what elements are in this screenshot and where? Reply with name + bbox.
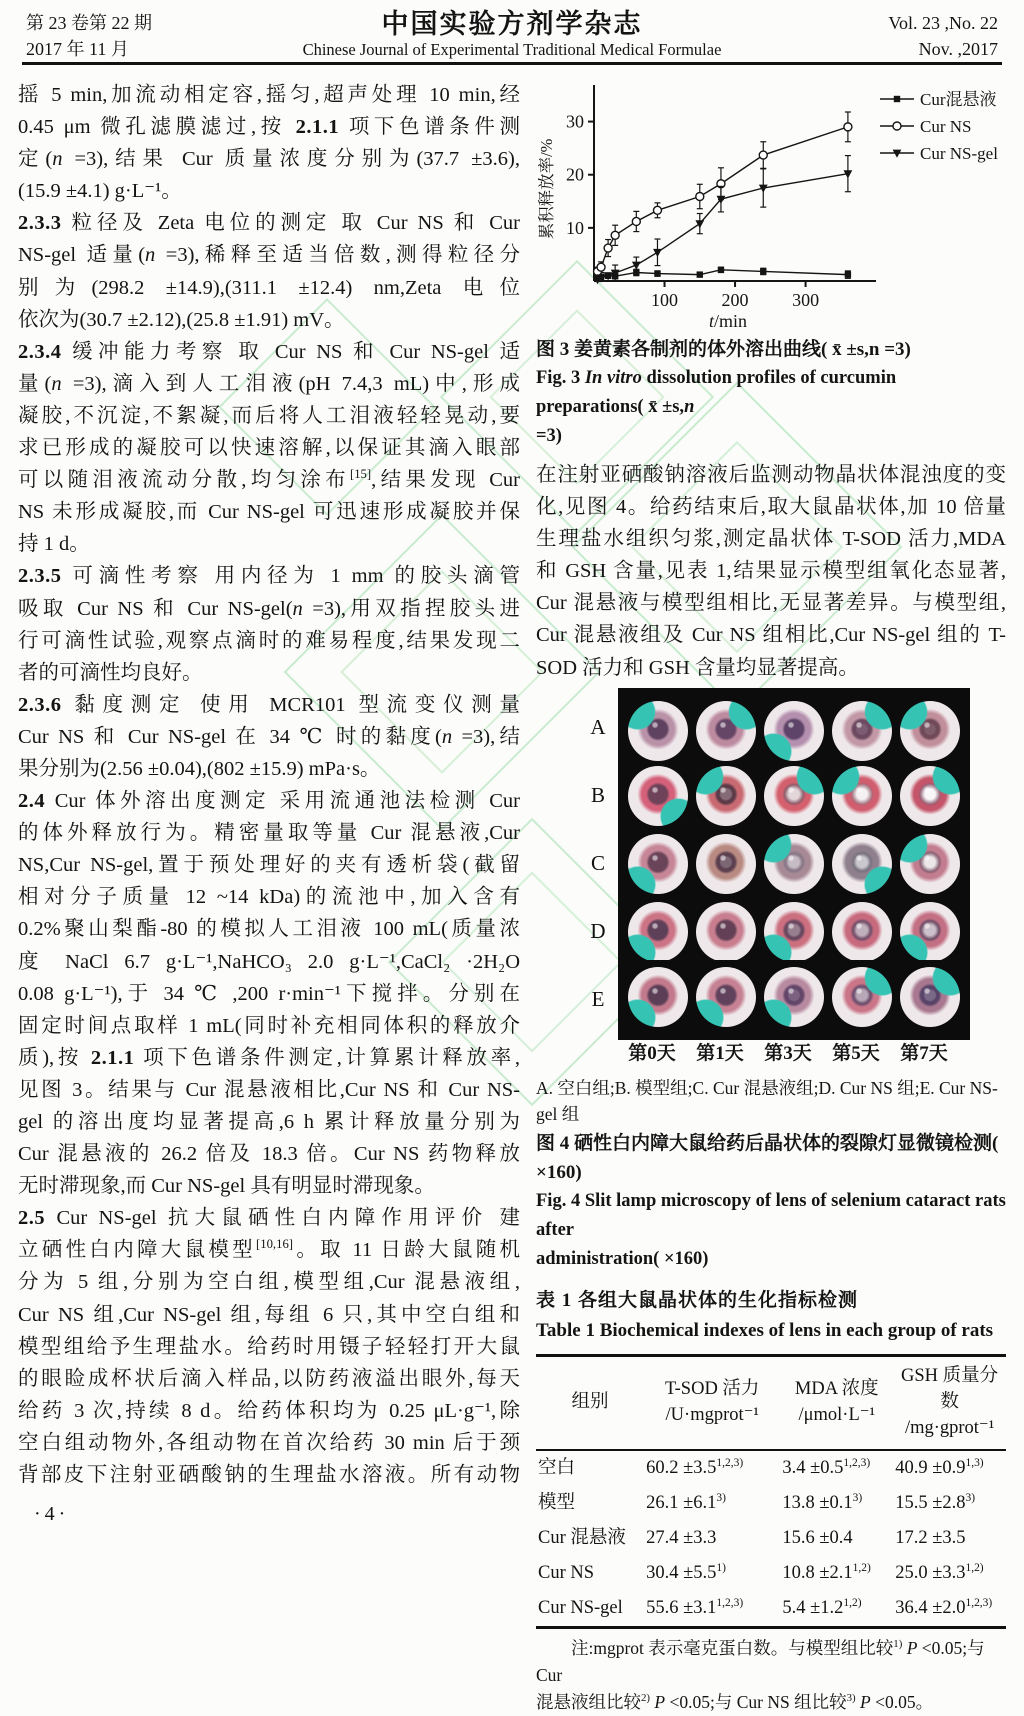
rat-eye-photo xyxy=(900,902,960,962)
x-tick-label: 300 xyxy=(792,290,820,310)
fig4-row-strip xyxy=(618,688,970,768)
data-point xyxy=(632,217,640,225)
text-line: Cur 混悬液组及 Cur NS 组相比,Cur NS-gel 组的 T- xyxy=(536,624,1006,647)
text-line: 生理盐水组织匀浆,测定晶状体 T-SOD 活力,MDA xyxy=(536,528,1006,551)
eye-photo-cell xyxy=(760,898,828,966)
day-label: 第5天 xyxy=(832,1042,880,1064)
gsh-value: 17.2 ±3.5 xyxy=(895,1527,966,1548)
day-label: 第3天 xyxy=(764,1042,812,1064)
text-line: 持 1 d。 xyxy=(18,533,90,556)
text-line: 0.08 g·L⁻¹),于 34 ℃ ,200 r·min⁻¹下搅拌。分别在 xyxy=(18,982,520,1005)
table1-title-en: Table 1 Biochemical indexes of lens in each group of rats xyxy=(536,1319,994,1341)
biochemical-table xyxy=(536,1354,1006,1629)
text-line: gel 的溶出度均显著提高,6 h 累计释放量分别为 xyxy=(18,1111,520,1133)
eye-photo-cell xyxy=(692,697,760,765)
eye-photo-cell xyxy=(624,830,692,898)
fig4-row xyxy=(578,966,1006,1034)
rat-eye-photo xyxy=(628,766,688,826)
rat-eye-photo xyxy=(696,902,756,962)
data-point xyxy=(611,231,619,239)
data-point xyxy=(653,249,662,257)
table1-title xyxy=(536,1286,1006,1346)
column-header: GSH 质量分数 /mg·gprot⁻¹ xyxy=(893,1355,1006,1450)
group-name: 模型 xyxy=(538,1492,576,1513)
x-axis-label: t/min xyxy=(708,311,748,331)
rat-eye-photo xyxy=(764,766,824,826)
text-line: 吸取 Cur NS 和 Cur NS-gel(n =3),用双指捏胶头进 xyxy=(18,597,520,620)
fig4-row xyxy=(578,830,1006,898)
eye-photo-cell xyxy=(896,697,964,765)
rat-eye-photo xyxy=(764,902,824,962)
text-line: 别为(298.2 ±14.9),(311.1 ±12.4) nm,Zeta 电位 xyxy=(18,276,520,299)
group-name: 空白 xyxy=(538,1457,576,1478)
y-tick-label: 10 xyxy=(566,217,584,238)
eye-photo-cell xyxy=(760,830,828,898)
fig4-row xyxy=(578,694,1006,762)
fig3-caption xyxy=(536,335,1006,451)
table1-title-cn: 表 1 各组大鼠晶状体的生化指标检测 xyxy=(536,1289,859,1311)
text-line: Cur 混悬液的 26.2 倍及 18.3 倍。Cur NS 药物释放 xyxy=(18,1143,520,1166)
column-header: T-SOD 活力 /U·mgprot⁻¹ xyxy=(644,1355,780,1450)
text-line: 行可滴性试验,观察点滴时的难易程度,结果发现二 xyxy=(18,629,520,652)
text-line: NS 未形成凝胶,而 Cur NS-gel 可迅速形成凝胶并保 xyxy=(18,501,520,524)
issue-date-cn: 2017 年 11 月 xyxy=(26,39,129,59)
fig3-caption-cn: 图 3 姜黄素各制剂的体外溶出曲线( x̄ ±s,n =3) xyxy=(536,339,911,360)
text-line: SOD 活力和 GSH 含量均显著提高。 xyxy=(536,656,859,679)
gsh-value: $25.0 \pm 3.3^{1,2)}$ xyxy=(895,1561,984,1583)
fig4-caption-cn: 图 4 硒性白内障大鼠给药后晶状体的裂隙灯显微镜检测( ×160) xyxy=(536,1132,999,1183)
eye-photo-cell xyxy=(624,762,692,830)
gsh-value: $15.5 \pm 2.8^{3)}$ xyxy=(895,1491,976,1513)
text-line: NS,Cur NS-gel,置于预处理好的夹有透析袋(截留 xyxy=(18,854,520,877)
results-paragraph xyxy=(536,459,1006,684)
fig4-caption-en: Fig. 4 Slit lamp microscopy of lens of selenium cataract rats after xyxy=(536,1190,1006,1240)
data-point xyxy=(695,220,704,228)
text-line: 化,见图 4。给药结束后,取大鼠晶状体,加 10 倍量 xyxy=(536,496,1006,519)
text-line: 相对分子质量 12 ~14 kDa)的流池中,加入含有 xyxy=(18,886,520,909)
text-line: 见图 3。结果与 Cur 混悬液相比,Cur NS 和 Cur NS- xyxy=(18,1078,520,1101)
dissolution-line-chart xyxy=(536,79,1006,331)
table-note-line2: 混悬液组比较$^{2)}$ P <0.05;与 Cur NS 组比较$^{3)}$ P <0.05。 xyxy=(536,1691,934,1712)
table-row xyxy=(536,1450,1006,1486)
data-point xyxy=(597,263,605,271)
column-header: 组别 xyxy=(536,1355,644,1450)
page-header xyxy=(0,0,1024,58)
fig4-row-strip xyxy=(618,960,970,1040)
text-line: 空白组动物外,各组动物在首次给药 30 min 后于颈 xyxy=(18,1431,520,1454)
eye-photo-cell xyxy=(828,697,896,765)
fig4-photo-panel xyxy=(578,694,1006,1065)
data-point xyxy=(696,193,704,201)
rat-eye-photo xyxy=(696,766,756,826)
text-line: 依次为(30.7 ±2.12),(25.8 ±1.91) mV。 xyxy=(18,308,345,331)
fig4-row-label: B xyxy=(590,783,605,808)
text-line: 2.3.6 黏度测定 使用 MCR101 型流变仪测量 xyxy=(18,693,520,716)
gsh-value: $36.4 \pm 2.0^{1,2,3)}$ xyxy=(895,1596,993,1618)
mda-value: 15.6 ±0.4 xyxy=(782,1527,853,1548)
rat-eye-photo xyxy=(832,766,892,826)
fig3-caption-en-2: =3) xyxy=(536,426,562,446)
eye-photo-cell xyxy=(828,762,896,830)
text-line: 的眼睑成杯状后滴入样品,以防药液溢出眼外,每天 xyxy=(18,1367,520,1390)
day-label: 第0天 xyxy=(628,1042,676,1064)
rat-eye-photo xyxy=(832,701,892,761)
x-tick-label: 200 xyxy=(721,290,749,310)
eye-photo-cell xyxy=(896,830,964,898)
fig4-row xyxy=(578,898,1006,966)
text-line: 2.3.3 粒径及 Zeta 电位的测定 取 Cur NS 和 Cur xyxy=(18,212,520,235)
text-line: 固定时间点取样 1 mL(同时补充相同体积的释放介 xyxy=(18,1014,520,1037)
rat-eye-photo xyxy=(900,834,960,894)
text-line: 在注射亚硒酸钠溶液后监测动物晶状体混浊度的变 xyxy=(536,464,1006,486)
rat-eye-photo xyxy=(628,967,688,1027)
tsod-value: 27.4 ±3.3 xyxy=(646,1527,717,1548)
table-row xyxy=(536,1486,1006,1521)
fig4-row-label: D xyxy=(590,919,606,944)
rat-eye-photo xyxy=(764,834,824,894)
mda-value: $3.4 \pm 0.5^{1,2,3)}$ xyxy=(782,1456,871,1478)
left-column-text xyxy=(18,79,520,1716)
fig4-row-strip xyxy=(618,830,970,898)
rat-eye-photo xyxy=(900,701,960,761)
fig4-caption-en-2: administration( ×160) xyxy=(536,1248,709,1269)
header-issue-block xyxy=(26,10,226,62)
eye-photo-cell xyxy=(692,963,760,1031)
eye-photo-cell xyxy=(692,762,760,830)
mda-value: $5.4 \pm 1.2^{1,2)}$ xyxy=(782,1596,862,1618)
text-line: 质),按 2.1.1 项下色谱条件测定,计算累计释放率, xyxy=(18,1046,520,1069)
rat-eye-photo xyxy=(832,902,892,962)
journal-title-cn: 中国实验方剂学杂志 xyxy=(381,9,643,39)
fig4-row-strip xyxy=(618,898,970,966)
table-note xyxy=(536,1635,1006,1716)
text-line: (15.9 ±4.1) g·L⁻¹。 xyxy=(18,180,182,203)
header-volume-block xyxy=(798,10,998,62)
fig3-caption-en: Fig. 3 In vitro dissolution profiles of curcumin preparations( x̄ ±s,n xyxy=(536,368,897,417)
fig4-day-labels xyxy=(578,1038,1006,1065)
text-line: Cur NS 组,Cur NS-gel 组,每组 6 只,其中空白组和 xyxy=(18,1303,520,1326)
table-row xyxy=(536,1556,1006,1591)
eye-photo-cell xyxy=(896,762,964,830)
text-line: 果分别为(2.56 ±0.04),(802 ±15.9) mPa·s。 xyxy=(18,757,381,780)
x-tick-label: 100 xyxy=(651,290,679,310)
column-header: MDA 浓度 /μmol·L⁻¹ xyxy=(780,1355,893,1450)
eye-photo-cell xyxy=(692,898,760,966)
text-line: 分为 5 组,分别为空白组,模型组,Cur 混悬液组, xyxy=(18,1271,520,1294)
tsod-value: $55.6 \pm 3.1^{1,2,3)}$ xyxy=(646,1596,744,1618)
legend-label: Cur NS-gel xyxy=(920,144,998,163)
text-line: 立硒性白内障大鼠模型[10,16]。取 11 日龄大鼠随机 xyxy=(18,1237,520,1262)
rat-eye-photo xyxy=(696,701,756,761)
data-point xyxy=(653,206,661,214)
text-line: 定(n =3),结果 Cur 质量浓度分别为(37.7 ±3.6), xyxy=(18,148,520,171)
text-line: 背部皮下注射亚硒酸钠的生理盐水溶液。所有动物 xyxy=(18,1464,520,1487)
fig4-row-label: A xyxy=(590,715,606,740)
table-row xyxy=(536,1591,1006,1628)
rat-eye-photo xyxy=(832,967,892,1027)
rat-eye-photo xyxy=(696,834,756,894)
table-row xyxy=(536,1521,1006,1556)
text-line: 求已形成的凝胶可以快速溶解,以保证其滴入眼部 xyxy=(18,437,520,460)
text-line: 0.2%聚山梨酯-80 的模拟人工泪液 100 mL(质量浓 xyxy=(18,918,520,941)
text-line: 和 GSH 含量,见表 1,结果显示模型组氧化态显著, xyxy=(536,560,1006,583)
fig4-group-legend: A. 空白组;B. 模型组;C. Cur 混悬液组;D. Cur NS 组;E. Cur NS-gel 组 xyxy=(536,1077,998,1124)
rat-eye-photo xyxy=(764,967,824,1027)
eye-photo-cell xyxy=(896,898,964,966)
text-line: 的体外释放行为。精密量取等量 Cur 混悬液,Cur xyxy=(18,822,520,845)
text-line: 2.3.5 可滴性考察 用内径为 1 mm 的胶头滴管 xyxy=(18,565,520,588)
tsod-value: $30.4 \pm 5.5^{1)}$ xyxy=(646,1561,726,1583)
journal-title-en: Chinese Journal of Experimental Traditional Medical Formulae xyxy=(302,40,722,59)
eye-photo-cell xyxy=(624,697,692,765)
text-line: NS-gel 适量(n =3),稀释至适当倍数,测得粒径分 xyxy=(18,244,520,267)
group-name: Cur NS xyxy=(538,1562,595,1583)
text-line: 2.5 Cur NS-gel 抗大鼠硒性白内障作用评价 建 xyxy=(18,1207,520,1230)
data-point xyxy=(759,151,767,159)
data-point xyxy=(604,244,612,252)
text-line: 2.3.4 缓冲能力考察 取 Cur NS 和 Cur NS-gel 适 xyxy=(18,340,520,363)
rat-eye-photo xyxy=(628,701,688,761)
fig4-row-label: C xyxy=(590,851,605,876)
page-body xyxy=(0,65,1024,1716)
eye-photo-cell xyxy=(692,830,760,898)
rat-eye-photo xyxy=(628,902,688,962)
tsod-value: $26.1 \pm 6.1^{3)}$ xyxy=(646,1491,726,1513)
eye-photo-cell xyxy=(624,898,692,966)
volume-number: Vol. 23 ,No. 22 xyxy=(888,13,998,33)
tsod-value: $60.2 \pm 3.5^{1,2,3)}$ xyxy=(646,1456,744,1478)
eye-photo-cell xyxy=(828,830,896,898)
text-line: 度 NaCl 6.7 g·L⁻¹,NaHCO₃ 2.0 g·L⁻¹,CaCl₂ ·2H₂O xyxy=(18,950,520,973)
data-point xyxy=(654,270,660,276)
rat-eye-photo xyxy=(696,967,756,1027)
text-line: 可以随泪液流动分散,均匀涂布[15],结果发现 Cur xyxy=(18,467,520,492)
rat-eye-photo xyxy=(832,834,892,894)
eye-photo-cell xyxy=(760,963,828,1031)
fig4-row-strip xyxy=(618,762,970,830)
right-column xyxy=(536,79,1006,1716)
text-line: 0.45 μm 微孔滤膜滤过,按 2.1.1 项下色谱条件测 xyxy=(18,116,520,139)
table-header xyxy=(536,1355,1006,1450)
rat-eye-photo xyxy=(900,766,960,826)
legend-label: Cur混悬液 xyxy=(920,90,997,109)
text-line: 摇 5 min,加流动相定容,摇匀,超声处理 10 min,经 xyxy=(18,84,520,106)
group-name: Cur 混悬液 xyxy=(538,1527,626,1548)
text-line: 凝胶,不沉淀,不絮凝,而后将人工泪液轻轻晃动,要 xyxy=(18,404,520,427)
issue-date-en: Nov. ,2017 xyxy=(918,39,998,59)
text-line: 量(n =3),滴入到人工泪液(pH 7.4,3 mL)中,形成 xyxy=(18,372,520,395)
text-line: 2.4 Cur 体外溶出度测定 采用流通池法检测 Cur xyxy=(18,790,520,813)
rat-eye-photo xyxy=(764,701,824,761)
fig4-row xyxy=(578,762,1006,830)
eye-photo-cell xyxy=(760,762,828,830)
issue-number: 第 23 卷第 22 期 xyxy=(26,13,152,33)
group-name: Cur NS-gel xyxy=(538,1597,623,1618)
data-point xyxy=(697,271,703,277)
mda-value: $13.8 \pm 0.1^{3)}$ xyxy=(782,1491,863,1513)
text-line: 模型组给予生理盐水。给药时用镊子轻轻打开大鼠 xyxy=(18,1335,520,1358)
data-point xyxy=(845,271,851,277)
eye-photo-cell xyxy=(828,898,896,966)
y-tick-label: 30 xyxy=(566,111,584,132)
rat-eye-photo xyxy=(900,967,960,1027)
text-line: 给药 3 次,持续 8 d。给药体积均为 0.25 μL·g⁻¹,除 xyxy=(18,1399,520,1422)
eye-photo-cell xyxy=(624,963,692,1031)
fig4-photo-grid xyxy=(578,694,1006,1034)
table-note-line1: 注:mgprot 表示毫克蛋白数。与模型组比较$^{1)}$ P <0.05;与 Cur xyxy=(536,1637,985,1685)
text-line: 无时滞现象,而 Cur NS-gel 具有明显时滞现象。 xyxy=(18,1175,435,1198)
gsh-value: $40.9 \pm 0.9^{1,3)}$ xyxy=(895,1456,984,1478)
legend-label: Cur NS xyxy=(920,117,972,136)
page-number: ·4· xyxy=(34,1503,70,1525)
header-journal-block xyxy=(226,10,798,62)
day-label: 第1天 xyxy=(696,1042,744,1064)
data-point xyxy=(844,123,852,131)
table-body xyxy=(536,1450,1006,1628)
fig4-caption xyxy=(536,1129,1006,1274)
data-point xyxy=(760,268,766,274)
text-line: Cur NS 和 Cur NS-gel 在 34 ℃ 时的黏度(n =3),结 xyxy=(18,725,520,748)
fig4-row-label: E xyxy=(591,987,605,1012)
mda-value: $10.8 \pm 2.1^{1,2)}$ xyxy=(782,1561,871,1583)
eye-photo-cell xyxy=(760,697,828,765)
y-tick-label: 20 xyxy=(566,164,584,185)
text-line: 者的可滴性均良好。 xyxy=(18,661,203,684)
y-axis-label: 累积释放率/% xyxy=(537,138,556,240)
eye-photo-cell xyxy=(896,963,964,1031)
text-line: Cur 混悬液与模型组相比,无显著差异。与模型组, xyxy=(536,592,1006,615)
eye-photo-cell xyxy=(828,963,896,1031)
day-label: 第7天 xyxy=(900,1042,948,1064)
rat-eye-photo xyxy=(628,834,688,894)
data-point xyxy=(718,267,724,273)
